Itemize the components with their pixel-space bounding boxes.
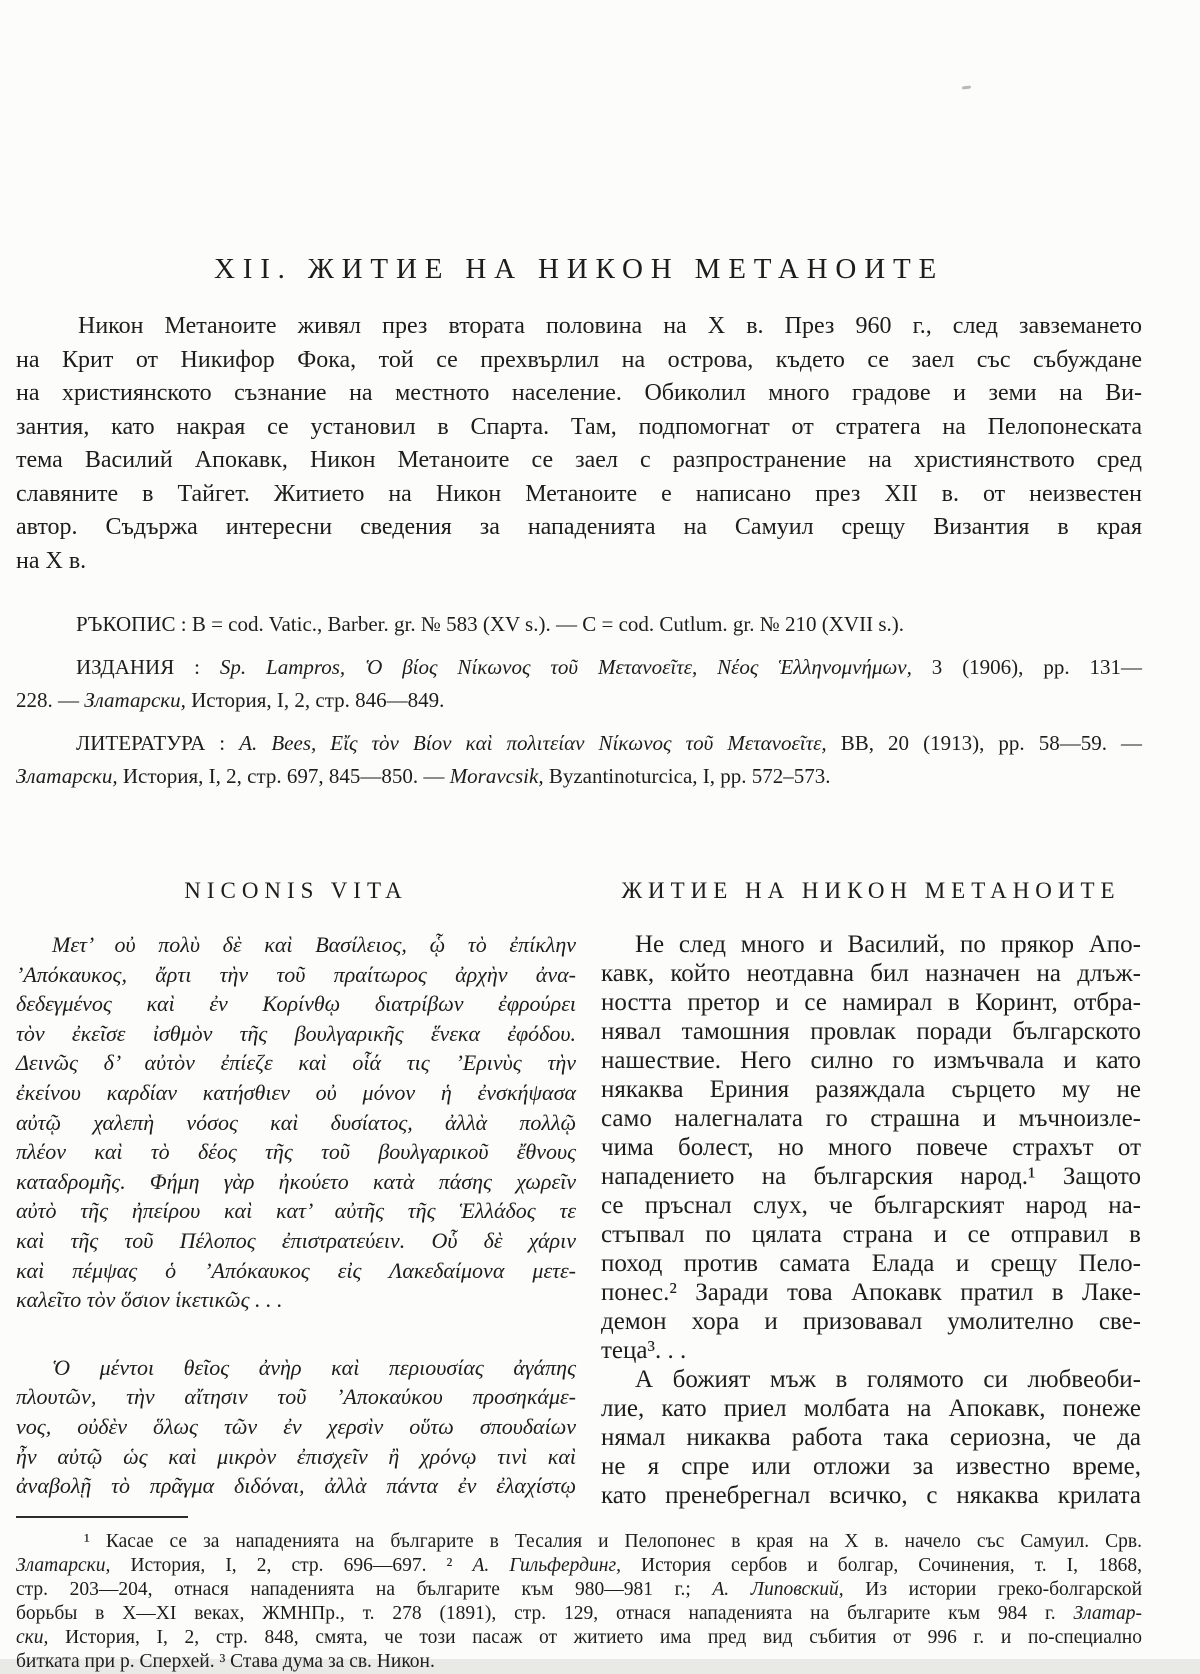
- greek-column-header: NICONIS VITA: [184, 878, 408, 903]
- bulgarian-column: [601, 878, 1141, 1510]
- bulgarian-paragraph-2: А божият мъж в голямото си любвеоби- лие, като приел молбата на Апокавк, понеже нямал никаква работа така сериозна, че да не я спре или отложи за известно време, като пренебрегнал всичко, с някаква крилата: [601, 1366, 1141, 1509]
- two-column-section: [16, 878, 1142, 1510]
- bulgarian-column-header: ЖИТИЕ НА НИКОН МЕТАНОИТЕ: [621, 878, 1121, 903]
- intro-paragraph: Никон Метаноите живял през втората половина на X в. През 960 г., след завземането на Крит от Никифор Фока, той се прехвърлил на острова, където се заел със събуждане на християнското съзнание на местното население. Обиколил много градове и земи на Ви- зантия, като накрая се установил в Спарта. Там, подпомогнат от стратега на Пелопонеската тема Василий Апокавк, Никон Метаноите се заел с разпространение на християнството сред славяните в Тайгет. Житието на Никон Метаноите е написано през XII в. от неизвестен автор. Съдържа интересни сведения за нападенията на Самуил срещу Византия в края на X в.: [16, 313, 1142, 574]
- literature-note: ЛИТЕРАТУРА : A. Bees, Εἴς τὸν Βίον καὶ πολιτείαν Νίκωνος τοῦ Μετανοεῖτε, ВВ, 20 (1913), pp. 58—59. — Златарски, История, I, 2, стр. 697, 845—850. — Moravcsik, Byzantinoturcica, I, pp. 572–573.: [16, 731, 1142, 788]
- greek-paragraph-2: Ὁ μέντοι θεῖος ἀνὴρ καὶ περιουσίας ἀγάπης πλουτῶν, τὴν αἴτησιν τοῦ ’Αποκαύκου προσηκάμε- νος, οὐδὲν ὅλως τῶν ἐν χερσὶν οὕτω σπουδαίων ἦν αὐτῷ ὡς καὶ μικρὸν ἐπισχεῖν ἢ χρόνῳ τινὶ καὶ ἀναβολῇ τὸ πρᾶγμα διδόναι, ἀλλὰ πάντα ἐν ἐλαχίστῳ: [16, 1354, 576, 1499]
- greek-column: [16, 878, 576, 1510]
- manuscript-note: РЪКОПИС : B = cod. Vatic., Barber. gr. № 583 (XV s.). — C = cod. Cutlum. gr. № 210 (XVII s.).: [76, 612, 905, 636]
- bulgarian-paragraph-1: Не след много и Василий, по прякор Апо- кавк, който неотдавна бил назначен на длъж- ността претор и се намирал в Коринт, отбра- нявал тамошния провлак поради българското нашествие. Него силно го измъчвала и като някаква Ериния разяждала сърцето му не само налегналата го страшна и мъчноизле- чима болест, но много повече страхът от нападението на българския народ.¹ Защото се пръснал слух, че българският народ на- стъпвал по цялата страна и се отправил в поход против самата Елада и срещу Пело- понес.² Заради това Апокавк пратил в Лаке- демон хора и призовавал умолително све- теца³. . .: [601, 931, 1141, 1364]
- footnotes: ¹ Касае се за нападенията на българите в Тесалия и Пелопонес в края на X в. начело със Самуил. Срв. Златарски, История, I, 2, стр. 696—697. ² А. Гильфердинг, История сербов и болгар, Сочинения, т. I, 1868, стр. 203—204, отнася нападенията на българите към 980—981 г.; А. Липовский, Из истории греко-болгарской борьбы в X—XI веках, ЖМНПр., т. 278 (1891), стр. 129, отнася нападенията на българите към 984 г. Златар- ски, История, I, 2, стр. 848, смята, че този пасаж от житието има пред вид събития от 996 г. и по-специално битката при р. Сперхей. ³ Става дума за св. Никон.: [16, 1531, 1142, 1672]
- greek-paragraph-1: Μετ’ οὐ πολὺ δὲ καὶ Βασίλειος, ᾧ τὸ ἐπίκλην ’Απόκαυκος, ἄρτι τὴν τοῦ πραίτωρος ἀρχὴν ἀνα- δεδεγμένος καὶ ἐν Κορίνθῳ διατρίβων ἐφρούρει τὸν ἐκεῖσε ἰσθμὸν τῆς βουλγαρικῆς ἕνεκα ἐφόδου. Δεινῶς δ’ αὐτὸν ἐπίεζε καὶ οἷά τις ’Ερινὺς τὴν ἐκείνου καρδίαν κατήσθιεν οὐ μόνον ἡ ἐνσκήψασα αὐτῷ χαλεπὴ νόσος καὶ δυσίατος, ἀλλὰ πολλῷ πλέον καὶ τὸ δέος τῆς τοῦ βουλγαρικοῦ ἔθνους καταδρομῆς. Φήμη γὰρ ἠκούετο κατὰ πάσης χωρεῖν αὐτὸ τῆς ἠπείρου καὶ κατ’ αὐτῆς τῆς Ἑλλάδος τε καὶ τῆς τοῦ Πέλοπος ἐπιστρατεύειν. Οὗ δὲ χάριν καὶ πέμψας ὁ ’Απόκαυκος εἰς Λακεδαίμονα μετε- καλεῖτο τὸν ὅσιον ἱκετικῶς . . .: [16, 932, 576, 1313]
- page-title: XII. ЖИТИЕ НА НИКОН МЕТАНОИТЕ: [213, 253, 945, 285]
- editions-note: ИЗДАНИЯ : Sp. Lampros, Ὁ βίος Νίκωνος τοῦ Μετανοεῖτε, Νέος Ἑλληνομνήμων, 3 (1906), pp. 131— 228. — Златарски, История, I, 2, стр. 846—849.: [16, 655, 1142, 712]
- footnote-divider: [16, 1516, 188, 1518]
